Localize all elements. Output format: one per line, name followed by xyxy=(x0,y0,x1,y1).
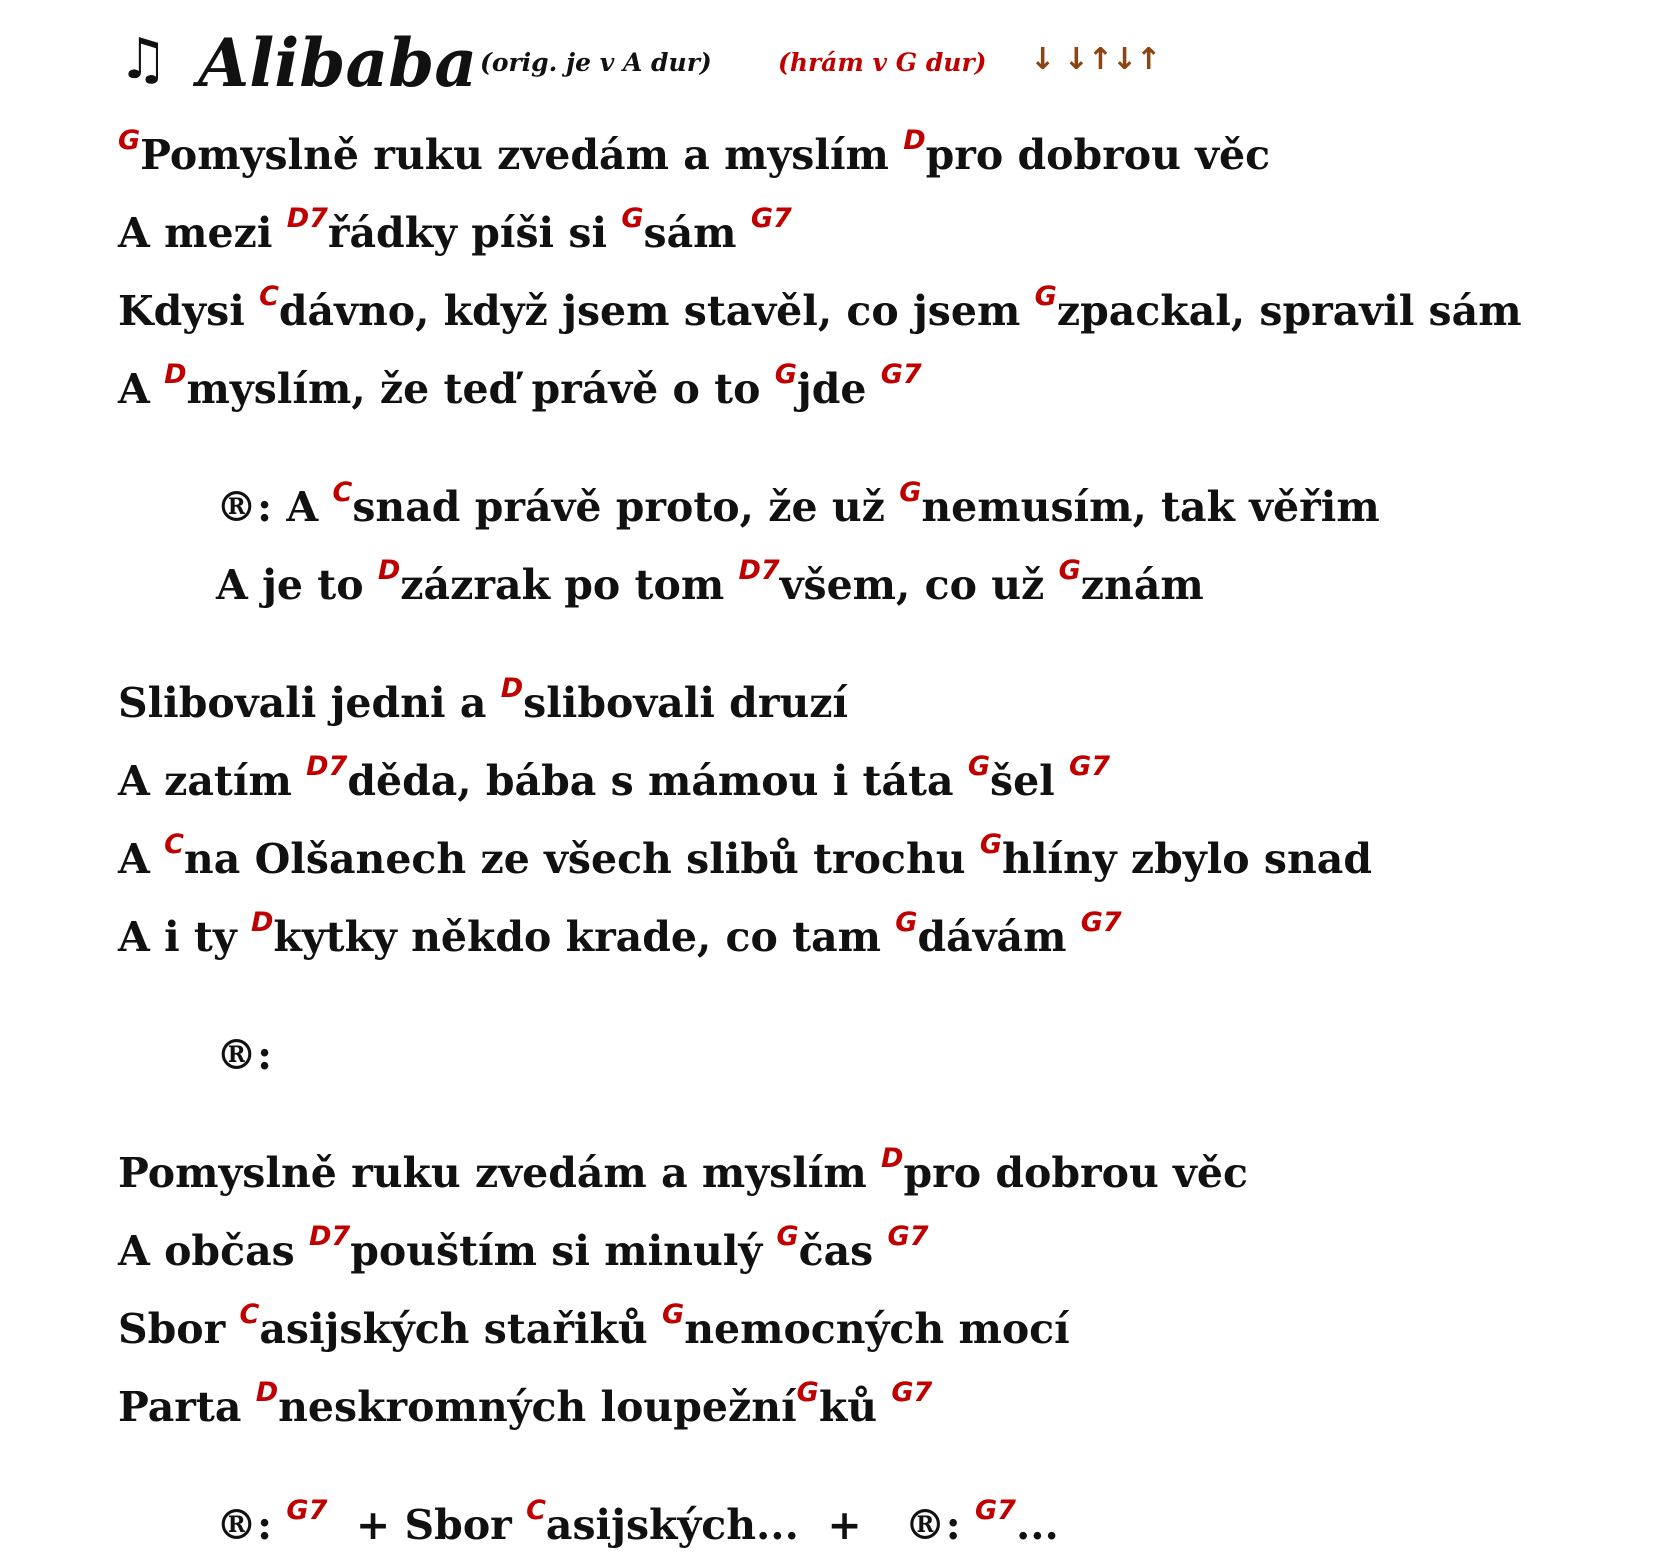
lyric: ... xyxy=(1015,1501,1059,1549)
lyric: děda, bába s mámou i táta xyxy=(347,757,968,805)
chord: C xyxy=(164,828,184,860)
lyric: asijských... + ®: xyxy=(545,1501,975,1549)
lyric: A mezi xyxy=(118,209,287,257)
lyric: Pomyslně ruku zvedám a myslím xyxy=(118,1149,882,1197)
lyric: ®: xyxy=(216,1031,273,1079)
chord: G7 xyxy=(750,202,792,234)
ending-line xyxy=(118,1486,1618,1564)
strum-pattern-arrows: ↓ ↓↑↓↑ xyxy=(1030,42,1161,77)
chord: G7 xyxy=(887,1220,929,1252)
lyric: A zatím xyxy=(118,757,307,805)
song-title: Alibaba xyxy=(198,24,478,102)
lyric: dávám xyxy=(917,913,1081,961)
chord: G7 xyxy=(975,1494,1016,1526)
lyric: pro dobrou věc xyxy=(903,1149,1248,1197)
chord: C xyxy=(332,476,353,508)
verse3-line3 xyxy=(118,1290,1618,1368)
lyric: čas xyxy=(798,1227,888,1275)
lyric: A občas xyxy=(118,1227,309,1275)
chord: G xyxy=(899,476,922,508)
lyric: nemocných mocí xyxy=(684,1305,1070,1353)
music-note-icon: ♫ xyxy=(118,27,169,92)
original-key: (orig. je v A dur) xyxy=(480,48,712,77)
chord: G7 xyxy=(1080,906,1122,938)
lyric: ®: A xyxy=(216,483,333,531)
chord: C xyxy=(526,1494,546,1526)
lyric: Kdysi xyxy=(118,287,260,335)
lyric: znám xyxy=(1080,561,1204,609)
lyric: neskromných loupežní xyxy=(278,1383,797,1431)
lyric: A i ty xyxy=(118,913,251,961)
chord: D xyxy=(164,358,187,390)
lyric: hlíny zbylo snad xyxy=(1002,835,1372,883)
lyric: řádky píši si xyxy=(327,209,622,257)
chorus-line1 xyxy=(118,468,1618,546)
lyric: Pomyslně ruku zvedám a myslím xyxy=(140,131,904,179)
chord: G7 xyxy=(891,1376,933,1408)
chord: D xyxy=(903,124,926,156)
chord: G xyxy=(774,358,797,390)
verse1-line4 xyxy=(118,350,1618,428)
chord: D7 xyxy=(286,202,328,234)
chord: G xyxy=(796,1376,819,1408)
chord: D xyxy=(500,672,524,704)
lyric: ®: xyxy=(216,1501,287,1549)
lyric: snad právě proto, že už xyxy=(352,483,900,531)
song-body xyxy=(118,116,1618,1564)
lyric: všem, co už xyxy=(779,561,1059,609)
chorus-line2 xyxy=(118,546,1618,624)
lyric: jde xyxy=(796,365,881,413)
chord: G7 xyxy=(286,1494,328,1526)
chord: G xyxy=(895,906,918,938)
lyric: myslím, že teď právě o to xyxy=(186,365,775,413)
lyric: Slibovali jedni a xyxy=(118,679,501,727)
lyric: kytky někdo krade, co tam xyxy=(273,913,896,961)
song-header xyxy=(118,18,1618,108)
verse1-line2 xyxy=(118,194,1618,272)
verse1-line1 xyxy=(118,116,1618,194)
played-key: (hrám v G dur) xyxy=(778,48,987,77)
chord: D xyxy=(881,1142,904,1174)
chord: G xyxy=(662,1298,685,1330)
chord: D xyxy=(255,1376,279,1408)
lyric: pro dobrou věc xyxy=(925,131,1271,179)
lyric: A je to xyxy=(216,561,378,609)
lyric: A xyxy=(118,835,165,883)
verse2-line3 xyxy=(118,820,1618,898)
lyric: + Sbor xyxy=(327,1501,527,1549)
chord: G7 xyxy=(1069,750,1110,782)
verse2-line2 xyxy=(118,742,1618,820)
chord: D7 xyxy=(309,1220,351,1252)
lyric: dávno, když jsem stavěl, co jsem xyxy=(278,287,1035,335)
lyric: slibovali druzí xyxy=(523,679,849,727)
verse2-line1 xyxy=(118,664,1618,742)
chord: G7 xyxy=(880,358,922,390)
chord: D7 xyxy=(738,554,780,586)
lyric: asijských stařiků xyxy=(259,1305,663,1353)
verse3-line2 xyxy=(118,1212,1618,1290)
chord: D xyxy=(377,554,401,586)
lyric: na Olšanech ze všech slibů trochu xyxy=(183,835,980,883)
chord: G xyxy=(979,828,1003,860)
lyric: pouštím si minulý xyxy=(350,1227,777,1275)
lyric: sám xyxy=(643,209,751,257)
chord: G xyxy=(118,124,141,156)
lyric: nemusím, tak věřim xyxy=(921,483,1380,531)
chord: G xyxy=(1058,554,1081,586)
verse2-line4 xyxy=(118,898,1618,976)
chord: G xyxy=(967,750,991,782)
chord: C xyxy=(259,280,279,312)
lyric: zázrak po tom xyxy=(400,561,739,609)
chord: D7 xyxy=(306,750,348,782)
verse3-line1 xyxy=(118,1134,1618,1212)
lyric: šel xyxy=(990,757,1070,805)
lyric: zpackal, spravil sám xyxy=(1056,287,1522,335)
lyric: ků xyxy=(818,1383,892,1431)
lyric: Parta xyxy=(118,1383,256,1431)
lyric: Sbor xyxy=(118,1305,240,1353)
chord: D xyxy=(250,906,274,938)
chord: G xyxy=(621,202,644,234)
chord: G xyxy=(776,1220,799,1252)
chord: C xyxy=(239,1298,260,1330)
verse1-line3 xyxy=(118,272,1618,350)
chorus-reference xyxy=(118,1016,1618,1094)
chord: G xyxy=(1034,280,1057,312)
lyric: A xyxy=(118,365,165,413)
verse3-line4 xyxy=(118,1368,1618,1446)
